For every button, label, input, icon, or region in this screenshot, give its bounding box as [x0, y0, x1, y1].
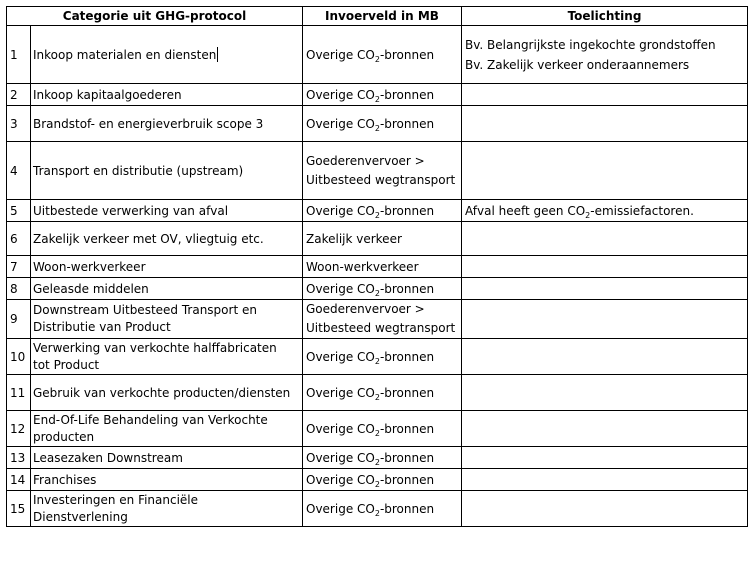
input-field-subscript: 2	[374, 428, 380, 438]
category-cell	[31, 447, 303, 469]
input-field-text: Overige CO	[306, 281, 375, 296]
explanation-text: Bv. Belangrijkste ingekochte grondstoffen	[465, 37, 716, 52]
category-cell	[31, 222, 303, 256]
explanation-text: Bv. Zakelijk verkeer onderaannemers	[465, 57, 690, 72]
explanation-cell	[462, 200, 748, 222]
input-field-text: Overige CO	[306, 501, 375, 516]
input-field-cell	[303, 375, 462, 411]
input-field-text: Overige CO	[306, 203, 375, 218]
table-row	[7, 469, 748, 491]
input-field-subscript: 2	[374, 479, 380, 489]
category-line	[33, 429, 299, 446]
category-cell	[31, 491, 303, 527]
input-field-text: Overige CO	[306, 87, 375, 102]
category-text: Woon-werkverkeer	[33, 259, 146, 274]
row-number-text: 6	[10, 231, 18, 246]
explanation-cell	[462, 469, 748, 491]
input-field-cell	[303, 200, 462, 222]
table-row	[7, 491, 748, 527]
row-number-text: 3	[10, 116, 18, 131]
category-cell	[31, 200, 303, 222]
table-row	[7, 375, 748, 411]
input-field-text: -bronnen	[379, 87, 435, 102]
category-line	[33, 509, 299, 526]
row-number-text: 2	[10, 87, 18, 102]
table-row	[7, 26, 748, 84]
input-field-text: -bronnen	[379, 349, 435, 364]
category-cell	[31, 84, 303, 106]
row-number	[7, 339, 31, 375]
input-field-text: Overige CO	[306, 450, 375, 465]
row-number	[7, 106, 31, 142]
header-category: Categorie uit GHG-protocol	[7, 7, 303, 26]
table-row	[7, 106, 748, 142]
input-field-text: Overige CO	[306, 421, 375, 436]
table-row	[7, 200, 748, 222]
category-text: Geleasde middelen	[33, 281, 149, 296]
category-text: End-Of-Life Behandeling van Verkochte	[33, 412, 268, 427]
input-field-text: -bronnen	[379, 421, 435, 436]
row-number-text: 9	[10, 312, 18, 326]
input-field-cell	[303, 411, 462, 447]
row-number	[7, 278, 31, 300]
explanation-cell	[462, 411, 748, 447]
input-field-text: -bronnen	[379, 450, 435, 465]
category-line	[33, 302, 299, 319]
document-page	[6, 6, 747, 527]
table-row	[7, 142, 748, 200]
table-row	[7, 447, 748, 469]
explanation-cell	[462, 142, 748, 200]
row-number	[7, 491, 31, 527]
explanation-cell	[462, 339, 748, 375]
explanation-cell	[462, 375, 748, 411]
input-field-text: Woon-werkverkeer	[306, 259, 419, 274]
category-line	[33, 340, 299, 357]
category-cell	[31, 300, 303, 339]
category-text: tot Product	[33, 357, 100, 372]
row-number-text: 14	[10, 472, 26, 487]
header-input-field: Invoerveld in MB	[303, 7, 462, 26]
row-number-text: 11	[10, 385, 26, 400]
input-field-text: -bronnen	[379, 47, 435, 62]
explanation-cell	[462, 84, 748, 106]
category-text: Gebruik van verkochte producten/diensten	[33, 385, 291, 400]
row-number	[7, 26, 31, 84]
category-text: Dienstverlening	[33, 509, 128, 524]
category-line	[33, 492, 299, 509]
input-field-cell	[303, 142, 462, 200]
input-field-subscript: 2	[374, 457, 380, 467]
explanation-line	[465, 55, 744, 75]
row-number	[7, 142, 31, 200]
category-text: producten	[33, 429, 95, 444]
input-field-text: -bronnen	[379, 116, 435, 131]
explanation-text: Afval heeft geen CO	[465, 203, 586, 218]
input-field-text: Overige CO	[306, 385, 375, 400]
input-field-text: -bronnen	[379, 501, 435, 516]
category-line	[33, 357, 299, 374]
row-number	[7, 375, 31, 411]
input-field-cell	[303, 447, 462, 469]
table-row	[7, 222, 748, 256]
category-line	[33, 319, 299, 336]
explanation-cell	[462, 26, 748, 84]
row-number	[7, 300, 31, 339]
ghg-category-table	[6, 6, 748, 527]
input-field-subscript: 2	[374, 356, 380, 366]
input-field-cell	[303, 469, 462, 491]
table-row	[7, 278, 748, 300]
category-cell	[31, 106, 303, 142]
category-text: Leasezaken Downstream	[33, 450, 183, 465]
explanation-cell	[462, 447, 748, 469]
category-text: Investeringen en Financiële	[33, 492, 199, 507]
category-line	[33, 412, 299, 429]
input-field-text: Goederenvervoer >	[306, 302, 425, 316]
input-field-subscript: 2	[374, 123, 380, 133]
category-cell	[31, 339, 303, 375]
category-cell	[31, 375, 303, 411]
category-text: Franchises	[33, 472, 97, 487]
category-cell	[31, 278, 303, 300]
input-field-text: -bronnen	[379, 385, 435, 400]
row-number	[7, 256, 31, 278]
table-header-row	[7, 7, 748, 26]
table-row	[7, 84, 748, 106]
row-number	[7, 447, 31, 469]
explanation-cell	[462, 106, 748, 142]
input-field-text: Overige CO	[306, 472, 375, 487]
header-explanation: Toelichting	[462, 7, 748, 26]
row-number-text: 13	[10, 450, 26, 465]
category-text: Distributie van Product	[33, 320, 171, 334]
category-text: Inkoop kapitaalgoederen	[33, 87, 182, 102]
explanation-cell	[462, 222, 748, 256]
row-number-text: 12	[10, 421, 26, 436]
input-field-cell	[303, 222, 462, 256]
input-field-text: Uitbesteed wegtransport	[306, 321, 456, 335]
input-field-subscript: 2	[374, 288, 380, 298]
input-field-text: -bronnen	[379, 203, 435, 218]
text-cursor	[217, 47, 218, 62]
input-field-subscript: 2	[374, 392, 380, 402]
table-body	[7, 26, 748, 527]
input-field-subscript: 2	[374, 94, 380, 104]
row-number	[7, 411, 31, 447]
input-field-cell	[303, 84, 462, 106]
category-cell	[31, 411, 303, 447]
category-cell	[31, 256, 303, 278]
explanation-cell	[462, 491, 748, 527]
row-number	[7, 222, 31, 256]
input-field-subscript: 2	[374, 210, 380, 220]
input-field-cell	[303, 300, 462, 339]
input-field-cell	[303, 106, 462, 142]
category-text: Transport en distributie (upstream)	[33, 163, 244, 178]
category-cell	[31, 142, 303, 200]
input-field-line	[306, 319, 458, 338]
row-number-text: 4	[10, 163, 18, 178]
row-number-text: 1	[10, 47, 18, 62]
category-text: Zakelijk verkeer met OV, vliegtuig etc.	[33, 231, 264, 246]
category-text: Verwerking van verkochte halffabricaten	[33, 340, 277, 355]
category-cell	[31, 469, 303, 491]
table-row	[7, 411, 748, 447]
explanation-cell	[462, 300, 748, 339]
explanation-subscript: 2	[585, 210, 591, 220]
row-number	[7, 469, 31, 491]
category-text: Brandstof- en energieverbruik scope 3	[33, 116, 264, 131]
input-field-text: Overige CO	[306, 116, 375, 131]
explanation-text: -emissiefactoren.	[590, 203, 694, 218]
explanation-line	[465, 35, 744, 55]
category-cell[interactable]	[31, 26, 303, 84]
explanation-cell	[462, 256, 748, 278]
input-field-cell	[303, 278, 462, 300]
input-field-text: Overige CO	[306, 47, 375, 62]
input-field-line	[306, 300, 458, 319]
row-number	[7, 84, 31, 106]
input-field-cell	[303, 491, 462, 527]
table-row	[7, 300, 748, 339]
category-text: Inkoop materialen en diensten	[33, 47, 217, 62]
row-number	[7, 200, 31, 222]
input-field-text: -bronnen	[379, 281, 435, 296]
input-field-text: Overige CO	[306, 349, 375, 364]
input-field-cell	[303, 339, 462, 375]
table-row	[7, 339, 748, 375]
row-number-text: 7	[10, 259, 18, 274]
input-field-subscript: 2	[374, 508, 380, 518]
row-number-text: 8	[10, 281, 18, 296]
input-field-cell	[303, 26, 462, 84]
row-number-text: 15	[10, 501, 26, 516]
input-field-cell	[303, 256, 462, 278]
input-field-line	[306, 171, 458, 190]
explanation-cell	[462, 278, 748, 300]
row-number-text: 5	[10, 203, 18, 218]
input-field-text: Uitbesteed wegtransport	[306, 172, 456, 187]
input-field-subscript: 2	[374, 54, 380, 64]
input-field-text: -bronnen	[379, 472, 435, 487]
row-number-text: 10	[10, 349, 26, 364]
category-text: Uitbestede verwerking van afval	[33, 203, 229, 218]
category-text: Downstream Uitbesteed Transport en	[33, 303, 257, 317]
input-field-text: Zakelijk verkeer	[306, 231, 402, 246]
table-row	[7, 256, 748, 278]
input-field-text: Goederenvervoer >	[306, 153, 425, 168]
input-field-line	[306, 152, 458, 171]
